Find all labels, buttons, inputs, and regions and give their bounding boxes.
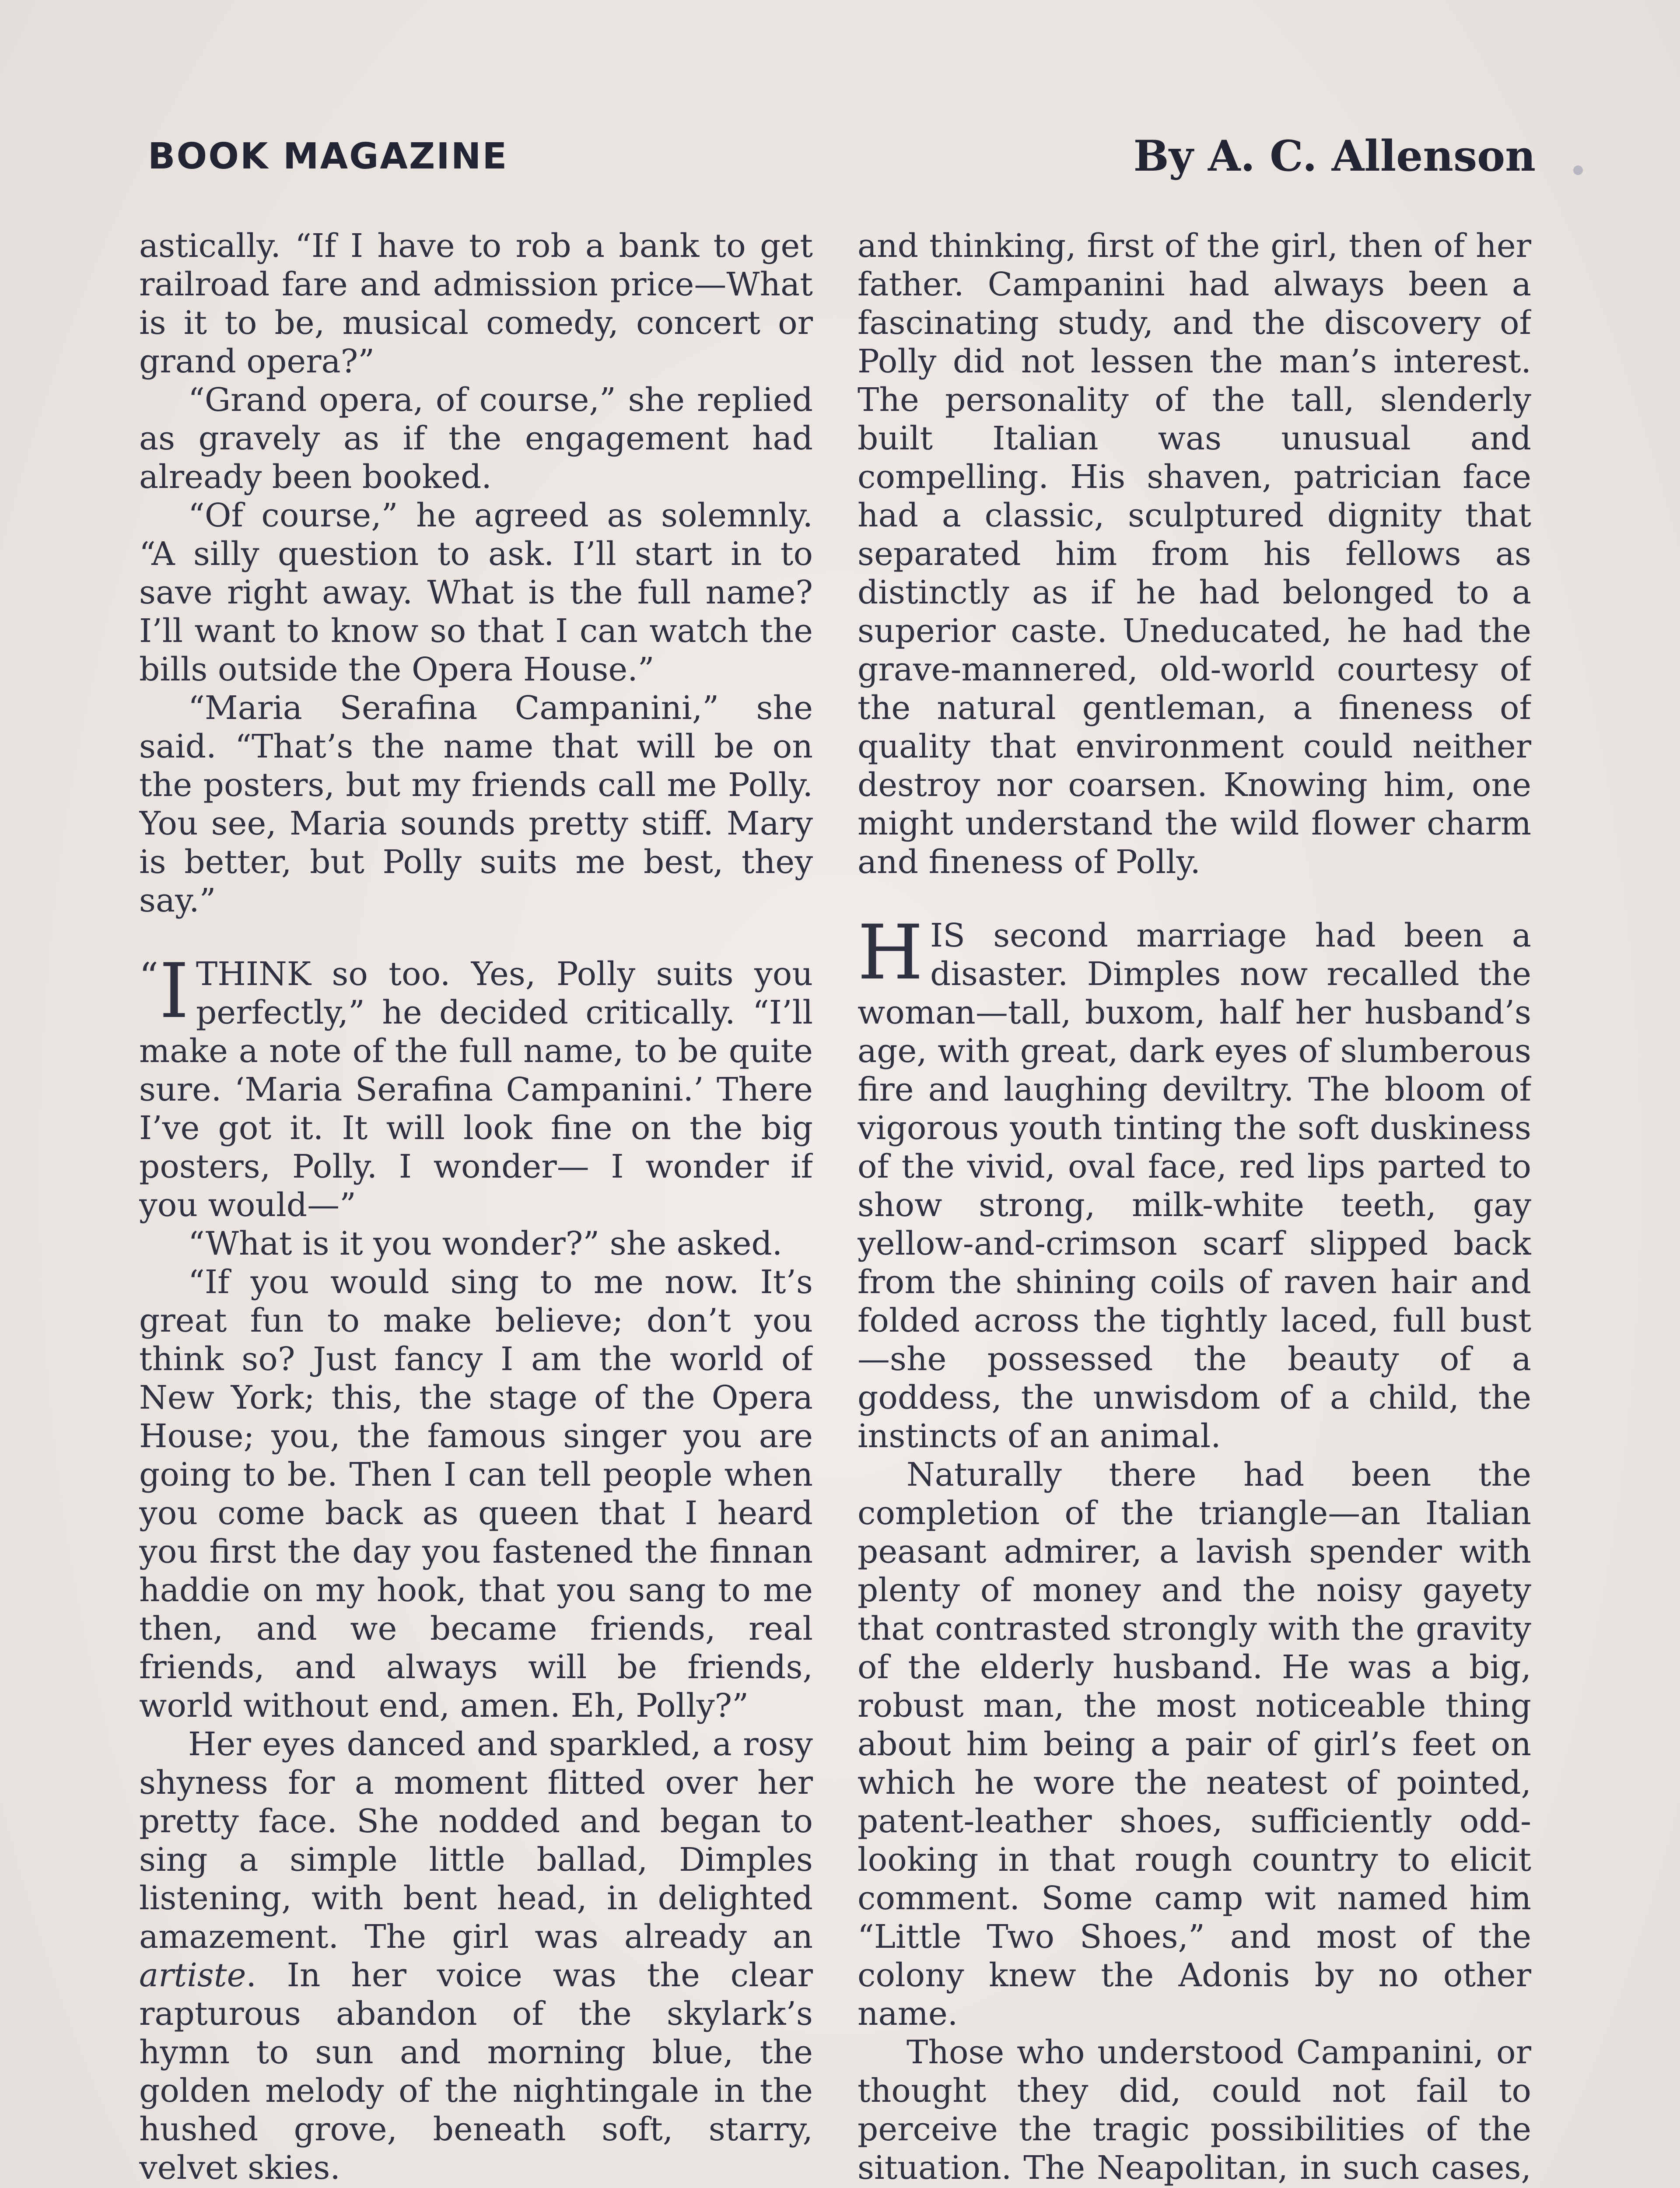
magazine-title: BOOK MAGAZINE xyxy=(148,136,508,177)
paragraph: Those who understood Campanini, or thought they did, could not fail to perceive the tragic possibilities of the situation. The Neapolitan, in such cases, xyxy=(858,2034,1531,2187)
page-header xyxy=(148,131,1536,188)
paragraph: “Maria Serafina Campanini,” she said. “That’s the name that will be on the posters, but my friends call me Polly. You see, Maria sounds pretty stiff. Mary is better, but Polly suits me best, they say.” xyxy=(139,689,813,919)
right-column xyxy=(858,227,1531,2188)
paragraph: “Grand opera, of course,” she replied as gravely as if the engagement had already been booked. xyxy=(139,381,813,496)
left-column xyxy=(139,227,813,2188)
drop-cap: I xyxy=(159,947,189,1035)
paragraph: “What is it you wonder?” she asked. xyxy=(188,1225,783,1262)
drop-cap: H xyxy=(858,908,923,996)
ink-speck xyxy=(1573,165,1583,175)
paragraph xyxy=(139,1725,813,2187)
paragraph: Naturally there had been the completion of the triangle—an Italian peasant admirer, a lavish spender with plenty of money and the noisy gayety that contrasted strongly with the gravity of the elderly husband. He was a big, robust man, the most noticeable thing about him being a pair of girl’s feet on which he wore the neatest of pointed, patent-leather shoes, sufficiently odd-looking in that rough country to elicit comment. Some camp wit named him “Little Two Shoes,” and most of the colony knew the Adonis by no other name. xyxy=(858,1456,1531,2033)
section-opening-paragraph xyxy=(858,908,1531,1455)
paragraph-text: THINK so too. Yes, Polly suits you perfectly,” he decided critically. “I’ll make a note of the full name, to be quite sure. ‘Maria Serafina Campanini.’ There I’ve got it. It will look fine on the big posters, Polly. I wonder— I wonder if you would—” xyxy=(139,955,813,1224)
author-byline: By A. C. Allenson xyxy=(1133,131,1536,181)
opening-quote: “ xyxy=(139,955,158,999)
paragraph-text: Her eyes danced and sparkled, a rosy shyness for a moment flitted over her pretty face. She nodded and began to sing a simple little ballad, Dimples listening, with bent head, in delighted amazement. The girl was already an xyxy=(139,1725,813,1956)
italic-word: artiste xyxy=(139,1957,246,1994)
section-opening-paragraph xyxy=(139,947,813,1224)
paragraph: “Of course,” he agreed as solemnly. “A silly question to ask. I’ll start in to save right away. What is the full name? I’ll want to know so that I can watch the bills outside the Opera House.” xyxy=(139,497,813,688)
paragraph-text: . In her voice was the clear rapturous abandon of the skylark’s hymn to sun and morning blue, the golden melody of the nightingale in the hushed grove, beneath soft, starry, velvet skies. xyxy=(139,1957,813,2187)
paragraph: and thinking, first of the girl, then of her father. Campanini had always been a fascinating study, and the discovery of Polly did not lessen the man’s interest. The personality of the tall, slenderly built Italian was unusual and compelling. His shaven, patrician face had a classic, sculptured dignity that separated him from his fellows as distinctly as if he had belonged to a superior caste. Uneducated, he had the grave-mannered, old-world courtesy of the natural gentleman, a fineness of quality that environment could neither destroy nor coarsen. Knowing him, one might understand the wild flower charm and fineness of Polly. xyxy=(858,227,1531,881)
paragraph: astically. “If I have to rob a bank to get railroad fare and admission price—What is it to be, musical comedy, concert or grand opera?” xyxy=(139,227,813,380)
paragraph-text: IS second marriage had been a disaster. Dimples now recalled the woman—tall, buxom, half her husband’s age, with great, dark eyes of slumberous fire and laughing deviltry. The bloom of vigorous youth tinting the soft duskiness of the vivid, oval face, red lips parted to show strong, milk-white teeth, gay yellow-and-crimson scarf slipped back from the shining coils of raven hair and folded across the tightly laced, full bust—she possessed the beauty of a goddess, the unwisdom of a child, the instincts of an animal. xyxy=(858,917,1531,1455)
paragraph: “If you would sing to me now. It’s great fun to make believe; don’t you think so? Just fancy I am the world of New York; this, the stage of the Opera House; you, the famous singer you are going to be. Then I can tell people when you come back as queen that I heard you first the day you fastened the finnan haddie on my hook, that you sang to me then, and we became friends, real friends, and always will be friends, world without end, amen. Eh, Polly?” xyxy=(139,1263,813,1725)
